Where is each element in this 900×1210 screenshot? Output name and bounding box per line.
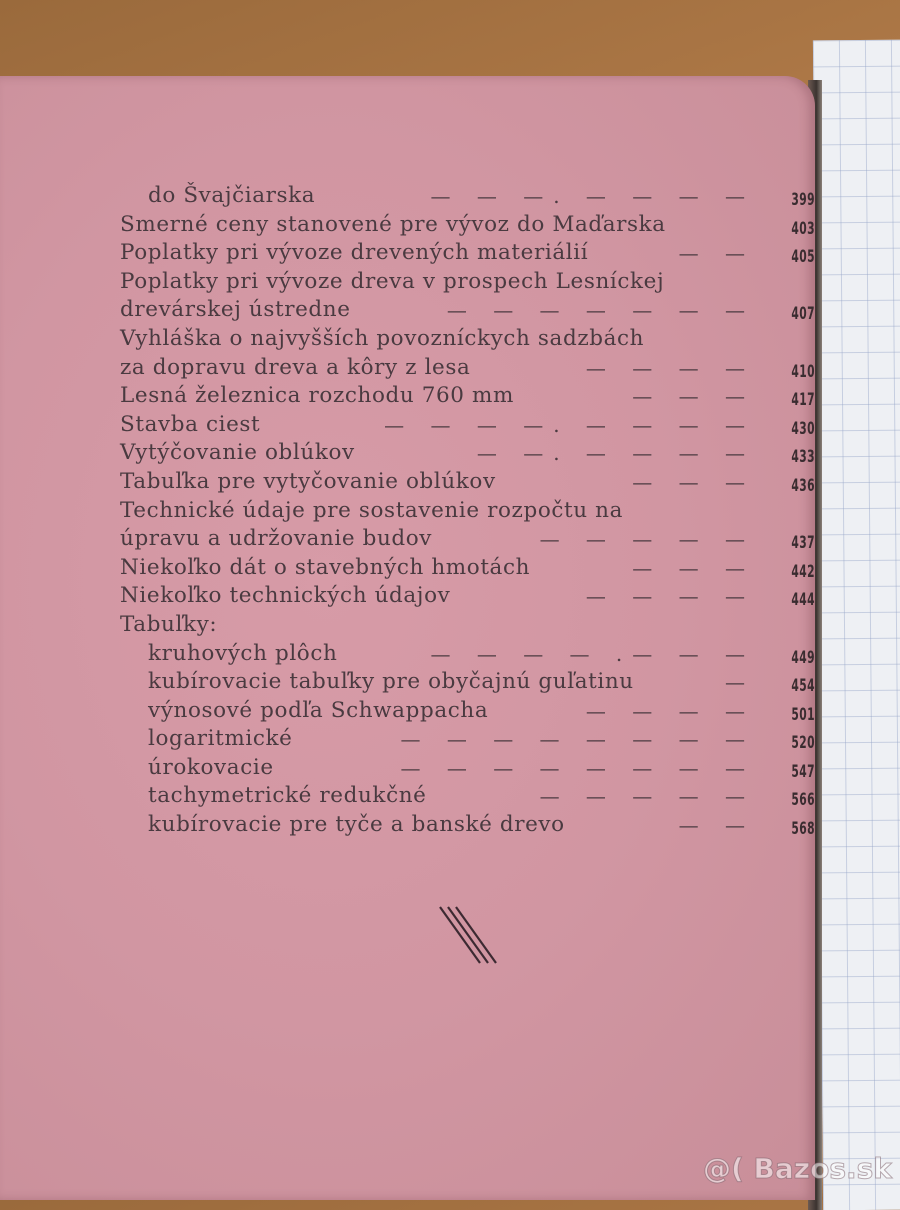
toc-entry-title: Poplatky pri vývoze drevených materiálií (120, 240, 589, 266)
toc-entry (120, 296, 815, 325)
grid-paper-notebook (813, 40, 900, 1210)
leader-dashes: — — — — (585, 584, 755, 609)
page-number: 403 (791, 218, 815, 239)
page-number: 547 (791, 761, 815, 782)
toc-entry (120, 182, 815, 211)
toc-entry-title: Stavba ciest (120, 411, 261, 437)
toc-entry (120, 725, 815, 754)
toc-entry-title: Technické údaje pre sostavenie rozpočtu na (120, 497, 623, 523)
toc-entry (120, 382, 815, 411)
page-number: 520 (791, 733, 815, 754)
toc-entry (120, 268, 815, 297)
toc-entry (120, 668, 815, 697)
toc-entry-title: Poplatky pri vývoze dreva v prospech Lesníckej (120, 268, 665, 294)
toc-entry (120, 497, 815, 526)
page-number: 442 (791, 561, 815, 582)
leader-dashes: — — — — — — — — (400, 727, 755, 752)
table-of-contents (120, 182, 815, 840)
page-number: 399 (791, 190, 815, 210)
toc-entry-title: Vytýčovanie oblúkov (120, 440, 355, 466)
toc-entry-title: za dopravu dreva a kôry z lesa (120, 354, 471, 380)
leader-dashes: — — — — (585, 698, 755, 723)
toc-entry-title: kubírovacie pre tyče a banské drevo (148, 812, 565, 838)
page-number: 449 (791, 647, 815, 668)
toc-entry-title: Tabuľka pre vytyčovanie oblúkov (120, 468, 496, 494)
toc-entry-title: logaritmické (148, 726, 293, 752)
leader-dashes: — — — — — (539, 527, 755, 552)
page-number: 437 (791, 533, 815, 554)
toc-entry-title: Lesná železnica rozchodu 760 mm (120, 383, 514, 409)
page-number: 410 (791, 361, 815, 382)
toc-entry-title: kubírovacie tabuľky pre obyčajnú guľatinu (148, 669, 634, 695)
leader-dashes: — — — — (585, 355, 755, 380)
leader-dashes: — — — — .— — — (430, 641, 755, 666)
leader-dashes: — (725, 670, 755, 695)
toc-entry-title: drevárskej ústredne (120, 297, 351, 323)
page-number: 433 (791, 447, 815, 468)
leader-dashes: — — — — — — — — (400, 755, 755, 780)
toc-entry-title: Vyhláška o najvyšších povozníckych sadzbách (120, 325, 645, 351)
toc-entry-title: Niekoľko dát o stavebných hmotách (120, 554, 531, 580)
toc-entry (120, 582, 815, 611)
page-number: 454 (791, 676, 815, 697)
toc-entry (120, 697, 815, 726)
toc-entry-title: výnosové podľa Schwappacha (148, 697, 489, 723)
toc-entry (120, 554, 815, 583)
toc-entry-title: úpravu a udržovanie budov (120, 526, 433, 552)
toc-entry (120, 640, 815, 669)
toc-entry (120, 754, 815, 783)
toc-entry-title: do Švajčiarska (148, 183, 316, 208)
page-number: 566 (791, 790, 815, 811)
leader-dashes: — — (678, 241, 755, 266)
toc-entry (120, 325, 815, 354)
leader-dashes: — — —. — — — — (430, 184, 755, 208)
page-number: 407 (791, 304, 815, 325)
toc-entry-title: Tabuľky: (120, 611, 218, 637)
leader-dashes: — —. — — — — (476, 441, 755, 466)
leader-dashes: — — — (632, 469, 755, 494)
leader-dashes: — — — (632, 384, 755, 409)
toc-entry-title: kruhových plôch (148, 640, 338, 666)
toc-entry-title: Niekoľko technických údajov (120, 583, 451, 609)
toc-entry (120, 525, 815, 554)
page-number: 405 (791, 247, 815, 268)
toc-entry-title: tachymetrické redukčné (148, 783, 427, 809)
triple-slash-ornament-icon (438, 905, 502, 969)
leader-dashes: — — — —. — — — — (384, 412, 755, 437)
toc-entry-title: úrokovacie (148, 754, 274, 780)
toc-entry (120, 811, 815, 840)
toc-entry-title: Smerné ceny stanovené pre vývoz do Maďarska (120, 211, 666, 237)
toc-entry (120, 439, 815, 468)
page-number: 417 (791, 390, 815, 411)
leader-dashes: — — — — — (539, 784, 755, 809)
toc-entry (120, 239, 815, 268)
leader-dashes: — — — — — — — (446, 298, 755, 323)
toc-entry (120, 468, 815, 497)
page-number: 436 (791, 475, 815, 496)
leader-dashes: — — (678, 813, 755, 838)
page-number: 568 (791, 819, 815, 840)
toc-entry (120, 782, 815, 811)
watermark: @( Bazos.sk (703, 1152, 892, 1185)
toc-entry (120, 354, 815, 383)
toc-entry (120, 611, 815, 640)
toc-entry (120, 411, 815, 440)
page-number: 444 (791, 590, 815, 611)
toc-entry (120, 211, 815, 240)
page-number: 501 (791, 704, 815, 725)
page-number: 430 (791, 418, 815, 439)
leader-dashes: — — — (632, 555, 755, 580)
